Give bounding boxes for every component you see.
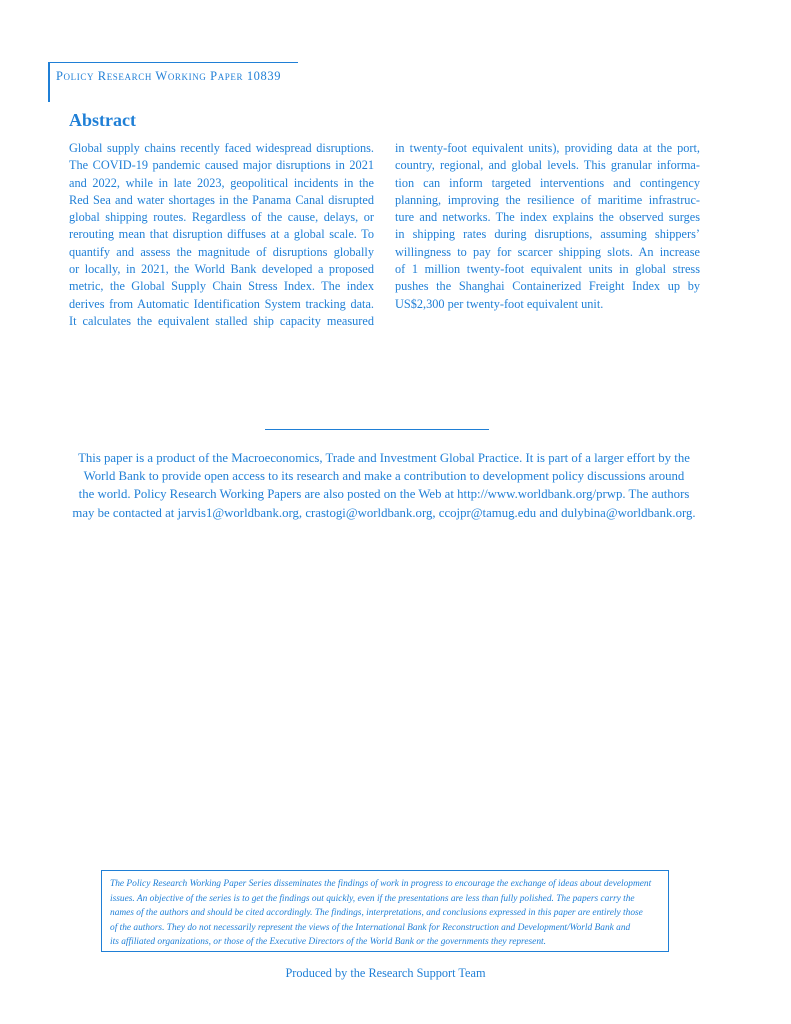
abstract-right-column xyxy=(395,140,700,313)
abstract-line: Global supply chains recently faced widespread disruptions. xyxy=(69,141,374,155)
abstract-line: willingness to pay for scarcer shipping slots. An increase xyxy=(395,244,700,259)
abstract-line: It calculates the equivalent stalled ship capacity measured xyxy=(69,313,374,328)
disclaimer-line: issues. An objective of the series is to get the findings out quickly, even if the presentations are less than fully polished. The papers carry the xyxy=(110,893,635,904)
paper-note-line: This paper is a product of the Macroeconomics, Trade and Investment Global Practice. It is part of a larger effort by the xyxy=(78,451,690,465)
section-divider xyxy=(265,429,489,430)
abstract-line: pushes the Shanghai Containerized Freight Index up by xyxy=(395,279,700,294)
abstract-line: quantify and assess the magnitude of disruptions globally xyxy=(69,244,374,259)
header-vertical-rule xyxy=(48,62,50,102)
abstract-line: US$2,300 per twenty-foot equivalent unit. xyxy=(395,296,604,311)
abstract-line: tion can inform targeted interventions and contingency xyxy=(395,175,700,190)
abstract-line: of 1 million twenty-foot equivalent units in global stress xyxy=(395,262,700,277)
paper-note-line: may be contacted at jarvis1@worldbank.org, crastogi@worldbank.org, ccojpr@tamug.edu and dulybina@worldbank.org. xyxy=(72,505,696,520)
abstract-left-column xyxy=(69,140,374,330)
disclaimer-box xyxy=(101,870,669,952)
abstract-line: The COVID-19 pandemic caused major disruptions in 2021 xyxy=(69,158,374,173)
abstract-line: country, regional, and global levels. This granular informa- xyxy=(395,158,700,173)
disclaimer-line: The Policy Research Working Paper Series disseminates the findings of work in progress to encourage the exchange of ideas about development xyxy=(110,879,652,889)
header-horizontal-rule xyxy=(48,62,298,63)
abstract-line: Red Sea and water shortages in the Panama Canal disrupted xyxy=(69,192,374,207)
abstract-line: rerouting mean that disruption diffuses at a global scale. To xyxy=(69,227,374,242)
abstract-line: and 2022, while in late 2023, geopolitical incidents in the xyxy=(69,175,374,190)
series-header xyxy=(48,62,298,102)
disclaimer-text xyxy=(110,877,662,950)
footer-credit: Produced by the Research Support Team xyxy=(285,966,486,980)
abstract-line: or locally, in 2021, the World Bank developed a proposed xyxy=(69,262,374,277)
abstract-line: metric, the Global Supply Chain Stress Index. The index xyxy=(69,279,374,294)
abstract-heading: Abstract xyxy=(69,110,136,130)
abstract-line: global shipping routes. Regardless of the cause, delays, or xyxy=(69,210,374,225)
abstract-line: in shipping rates during disruptions, assuming shippers’ xyxy=(395,227,700,242)
disclaimer-line: names of the authors and should be cited accordingly. The findings, interpretations, and conclusions expressed in this paper are entirely those xyxy=(110,908,643,919)
disclaimer-line: of the authors. They do not necessarily represent the views of the International Bank for Reconstruction and Development/World Bank and xyxy=(110,922,631,933)
disclaimer-line: its affiliated organizations, or those of the Executive Directors of the World Bank or the governments they represent. xyxy=(110,937,546,948)
abstract-line: planning, improving the resilience of maritime infrastruc- xyxy=(395,192,700,207)
series-label: Policy Research Working Paper 10839 xyxy=(56,69,282,83)
paper-note-line: the world. Policy Research Working Papers are also posted on the Web at http://www.worldbank.org/prwp. The authors xyxy=(78,487,690,502)
abstract-line: derives from Automatic Identification System tracking data. xyxy=(69,296,374,311)
abstract-line: in twenty-foot equivalent units), providing data at the port, xyxy=(395,141,700,155)
paper-note-line: World Bank to provide open access to its research and make a contribution to development policy discussions around xyxy=(83,469,685,484)
paper-note xyxy=(69,449,699,522)
abstract-line: ture and networks. The index explains the observed surges xyxy=(395,210,700,225)
